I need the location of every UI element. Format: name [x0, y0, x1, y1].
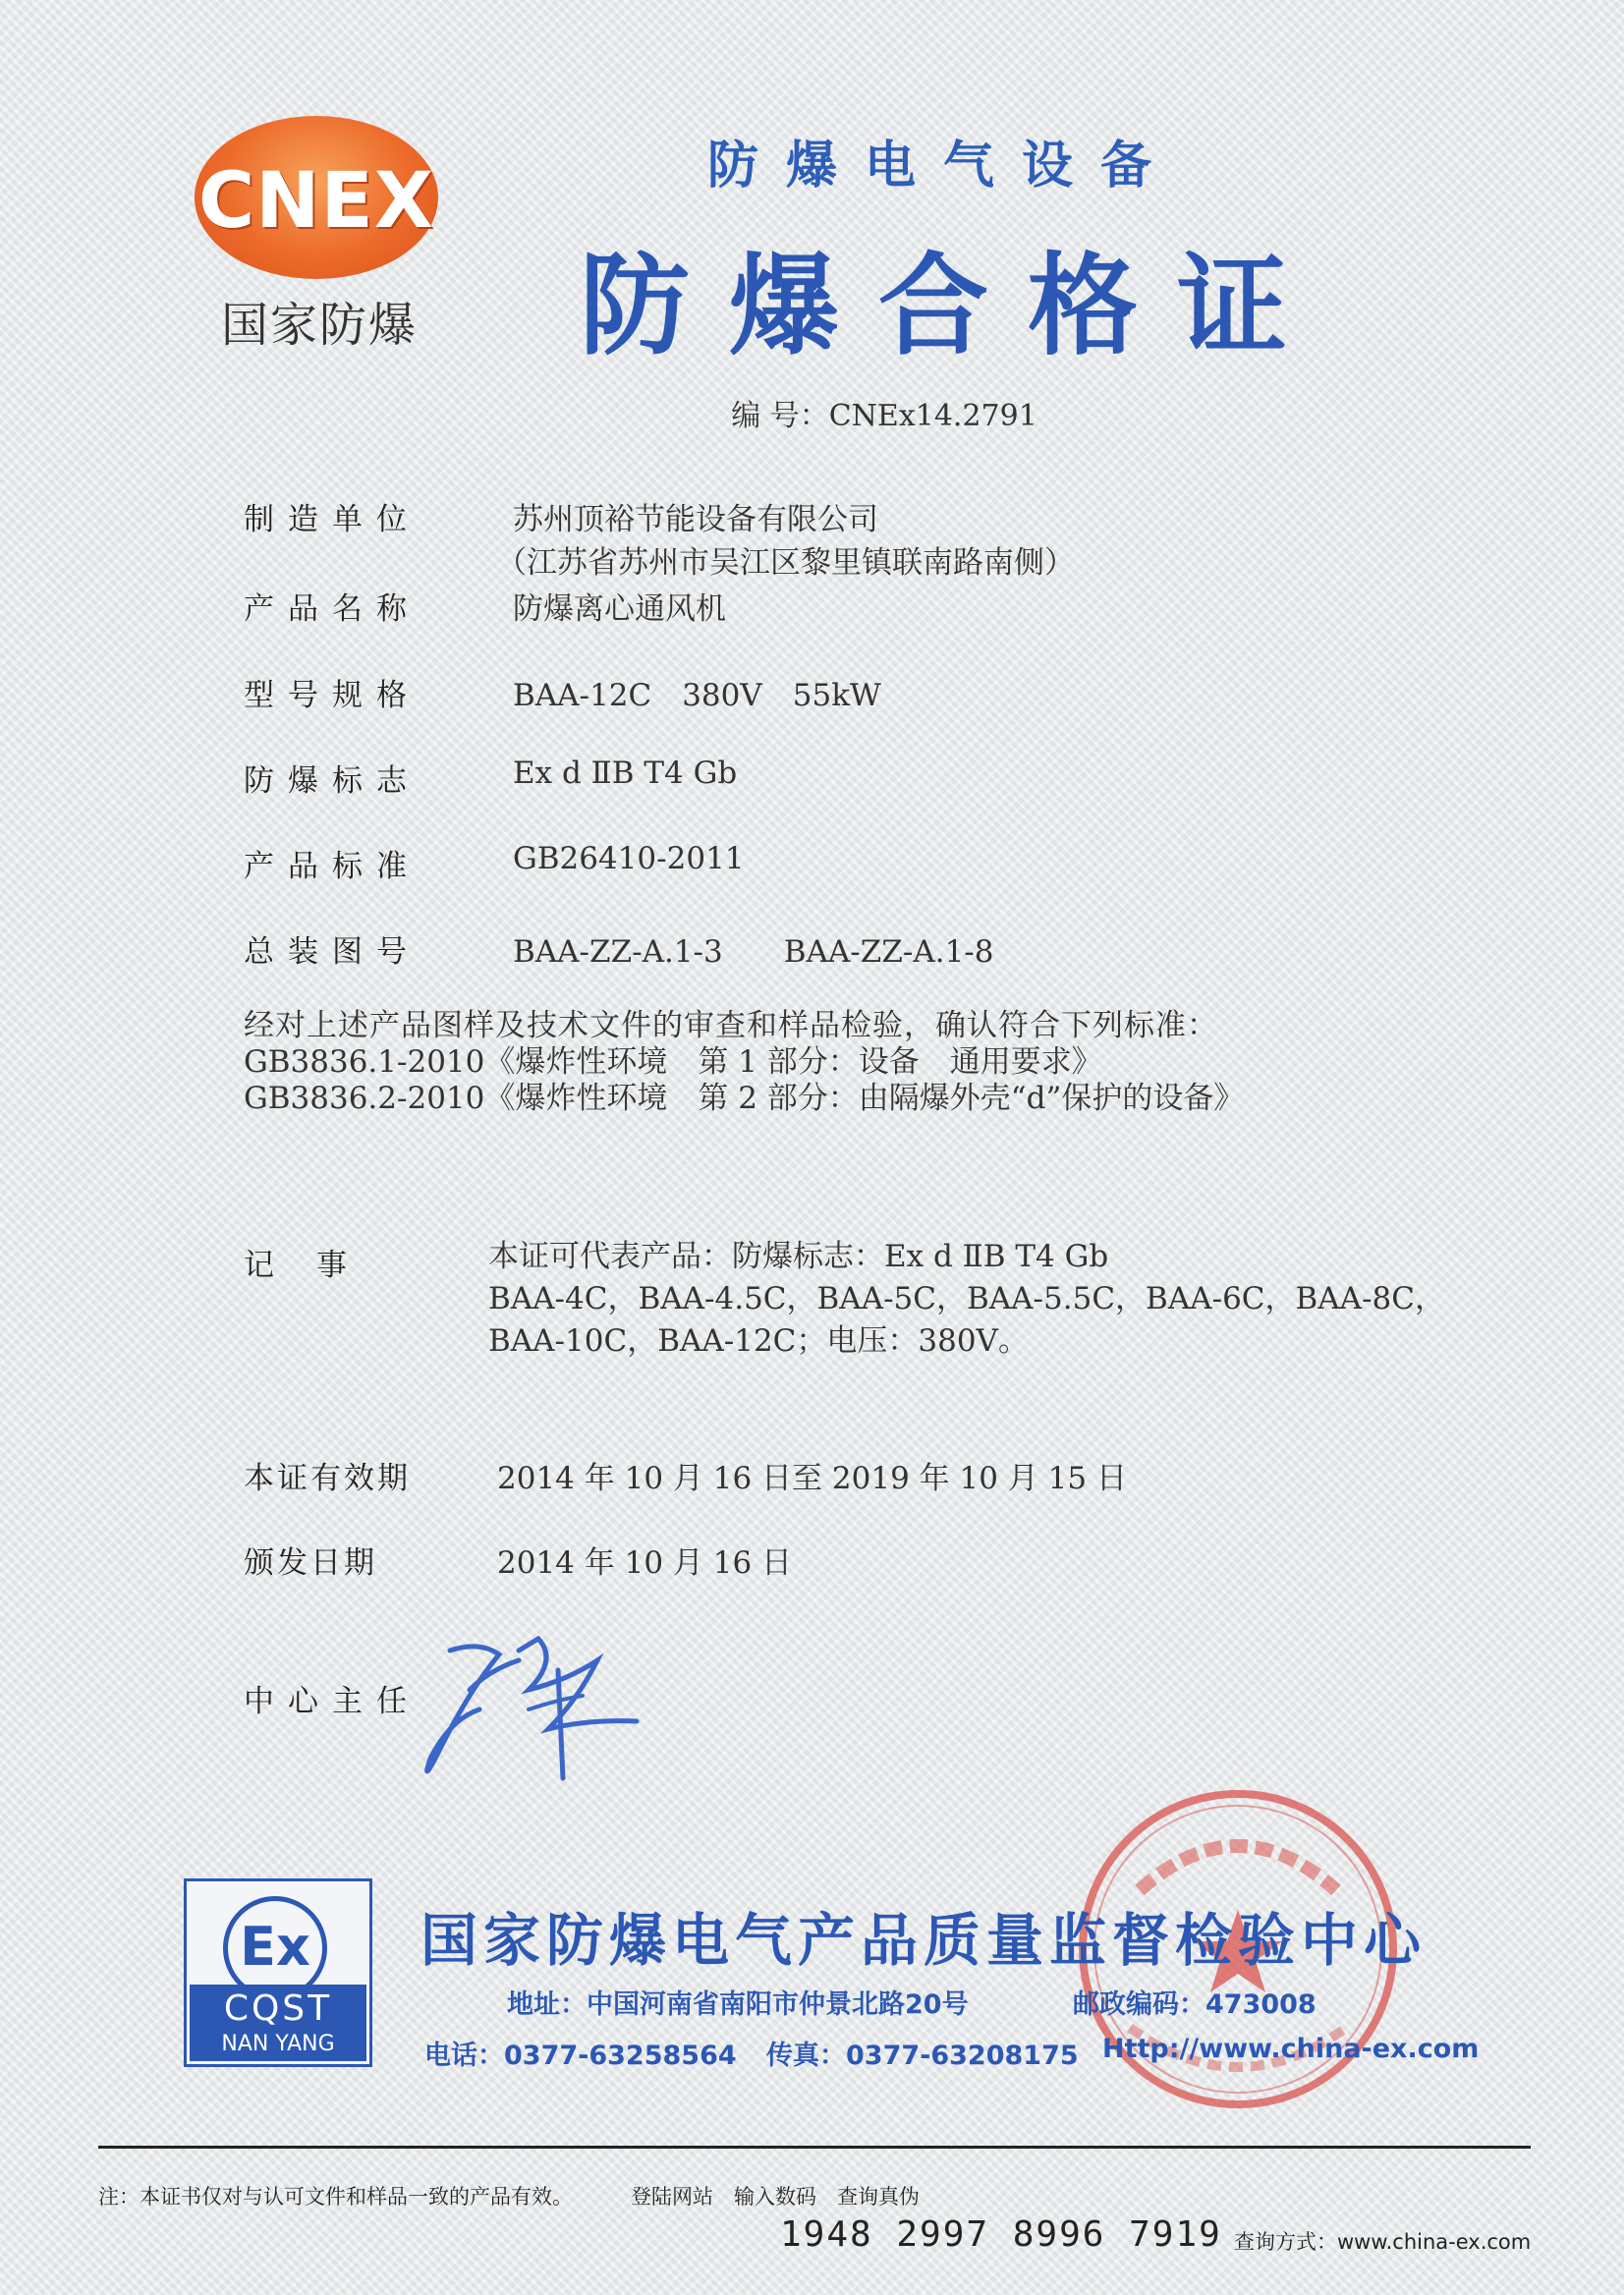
footer-note: 注：本证书仅对与认可文件和样品一致的产品有效。 [98, 2185, 573, 2209]
director-label: 中心主任 [244, 1684, 420, 1719]
footer-divider [98, 2146, 1531, 2149]
notes-line: BAA-10C，BAA-12C；电压：380V。 [488, 1323, 1029, 1359]
notes-line: BAA-4C，BAA-4.5C，BAA-5C，BAA-5.5C，BAA-6C，BAA-8C， [488, 1281, 1445, 1316]
postcode-value: 473008 [1205, 1989, 1316, 2020]
phone-value: 0377-63258564 [504, 2041, 737, 2071]
query-site[interactable]: www.china-ex.com [1337, 2230, 1532, 2254]
fax-line [766, 2034, 1079, 2072]
phone-label: 电话： [424, 2041, 504, 2071]
fax-label: 传真： [766, 2041, 846, 2071]
issuer-name: 国家防爆电气产品质量监督检验中心 [420, 1907, 1428, 1974]
director-signature [411, 1631, 666, 1798]
page-title: 防爆合格证 [580, 243, 1326, 370]
manufacturer-address: （江苏省苏州市吴江区黎里镇联南路南侧） [496, 545, 1075, 581]
standard-line: GB3836.2-2010《爆炸性环境 第 2 部分：由隔爆外壳“d”保护的设备》 [244, 1081, 1245, 1116]
compliance-statement [244, 1008, 1244, 1117]
issue-date-value: 2014 年 10 月 16 日 [497, 1545, 793, 1581]
product-standard-value: GB26410-2011 [513, 841, 745, 876]
product-name-label: 产品名称 [244, 591, 420, 627]
emblem-cqst: CQST [223, 1988, 333, 2029]
verification-serial: 1948 2997 8996 7919 [780, 2214, 1222, 2255]
query-info [1234, 2226, 1531, 2256]
logo-subtitle: 国家防爆 [220, 298, 418, 353]
footer-instructions: 登陆网站 输入数码 查询真伪 [631, 2185, 920, 2209]
model-value: BAA-12C 380V 55kW [513, 678, 881, 713]
manufacturer-label: 制造单位 [244, 502, 420, 537]
product-name-value: 防爆离心通风机 [513, 591, 726, 627]
issue-date-label: 颁发日期 [244, 1545, 377, 1581]
address-value: 中国河南省南阳市仲景北路20号 [587, 1989, 969, 2020]
emblem-city: NAN YANG [221, 2032, 335, 2056]
notes-value [488, 1236, 1445, 1363]
manufacturer-value: 苏州顶裕节能设备有限公司 [513, 502, 878, 537]
notes-line: 本证可代表产品：防爆标志：Ex d ⅡB T4 Gb [488, 1239, 1109, 1274]
model-label: 型号规格 [244, 678, 420, 713]
phone-line [424, 2034, 737, 2072]
query-label: 查询方式： [1234, 2230, 1337, 2254]
address-line [507, 1983, 969, 2021]
title-small: 防爆电气设备 [706, 137, 1179, 196]
notes-label: 记 事 [244, 1248, 353, 1283]
cnex-logo-text: CNEX [198, 157, 434, 246]
product-standard-label: 产品标准 [244, 849, 420, 884]
ex-emblem-text: Ex [240, 1916, 310, 1978]
fax-value: 0377-63208175 [846, 2041, 1079, 2071]
ex-marking-value: Ex d ⅡB T4 Gb [513, 756, 738, 791]
postcode-label: 邮政编码： [1073, 1989, 1205, 2020]
validity-label: 本证有效期 [244, 1461, 411, 1496]
validity-value: 2014 年 10 月 16 日至 2019 年 10 月 15 日 [497, 1461, 1127, 1496]
website-link[interactable]: Http://www.china-ex.com [1102, 2034, 1480, 2064]
assembly-drawing-value: BAA-ZZ-A.1-3 BAA-ZZ-A.1-8 [513, 934, 994, 970]
standard-line: GB3836.1-2010《爆炸性环境 第 1 部分：设备 通用要求》 [244, 1044, 1102, 1080]
postcode-line [1073, 1983, 1316, 2021]
ex-marking-label: 防爆标志 [244, 763, 420, 799]
address-label: 地址： [507, 1989, 587, 2020]
statement-line: 经对上述产品图样及技术文件的审查和样品检验，确认符合下列标准： [244, 1008, 1218, 1043]
certificate-number: 编 号：CNEx14.2791 [731, 399, 1037, 433]
assembly-drawing-label: 总装图号 [244, 934, 420, 970]
